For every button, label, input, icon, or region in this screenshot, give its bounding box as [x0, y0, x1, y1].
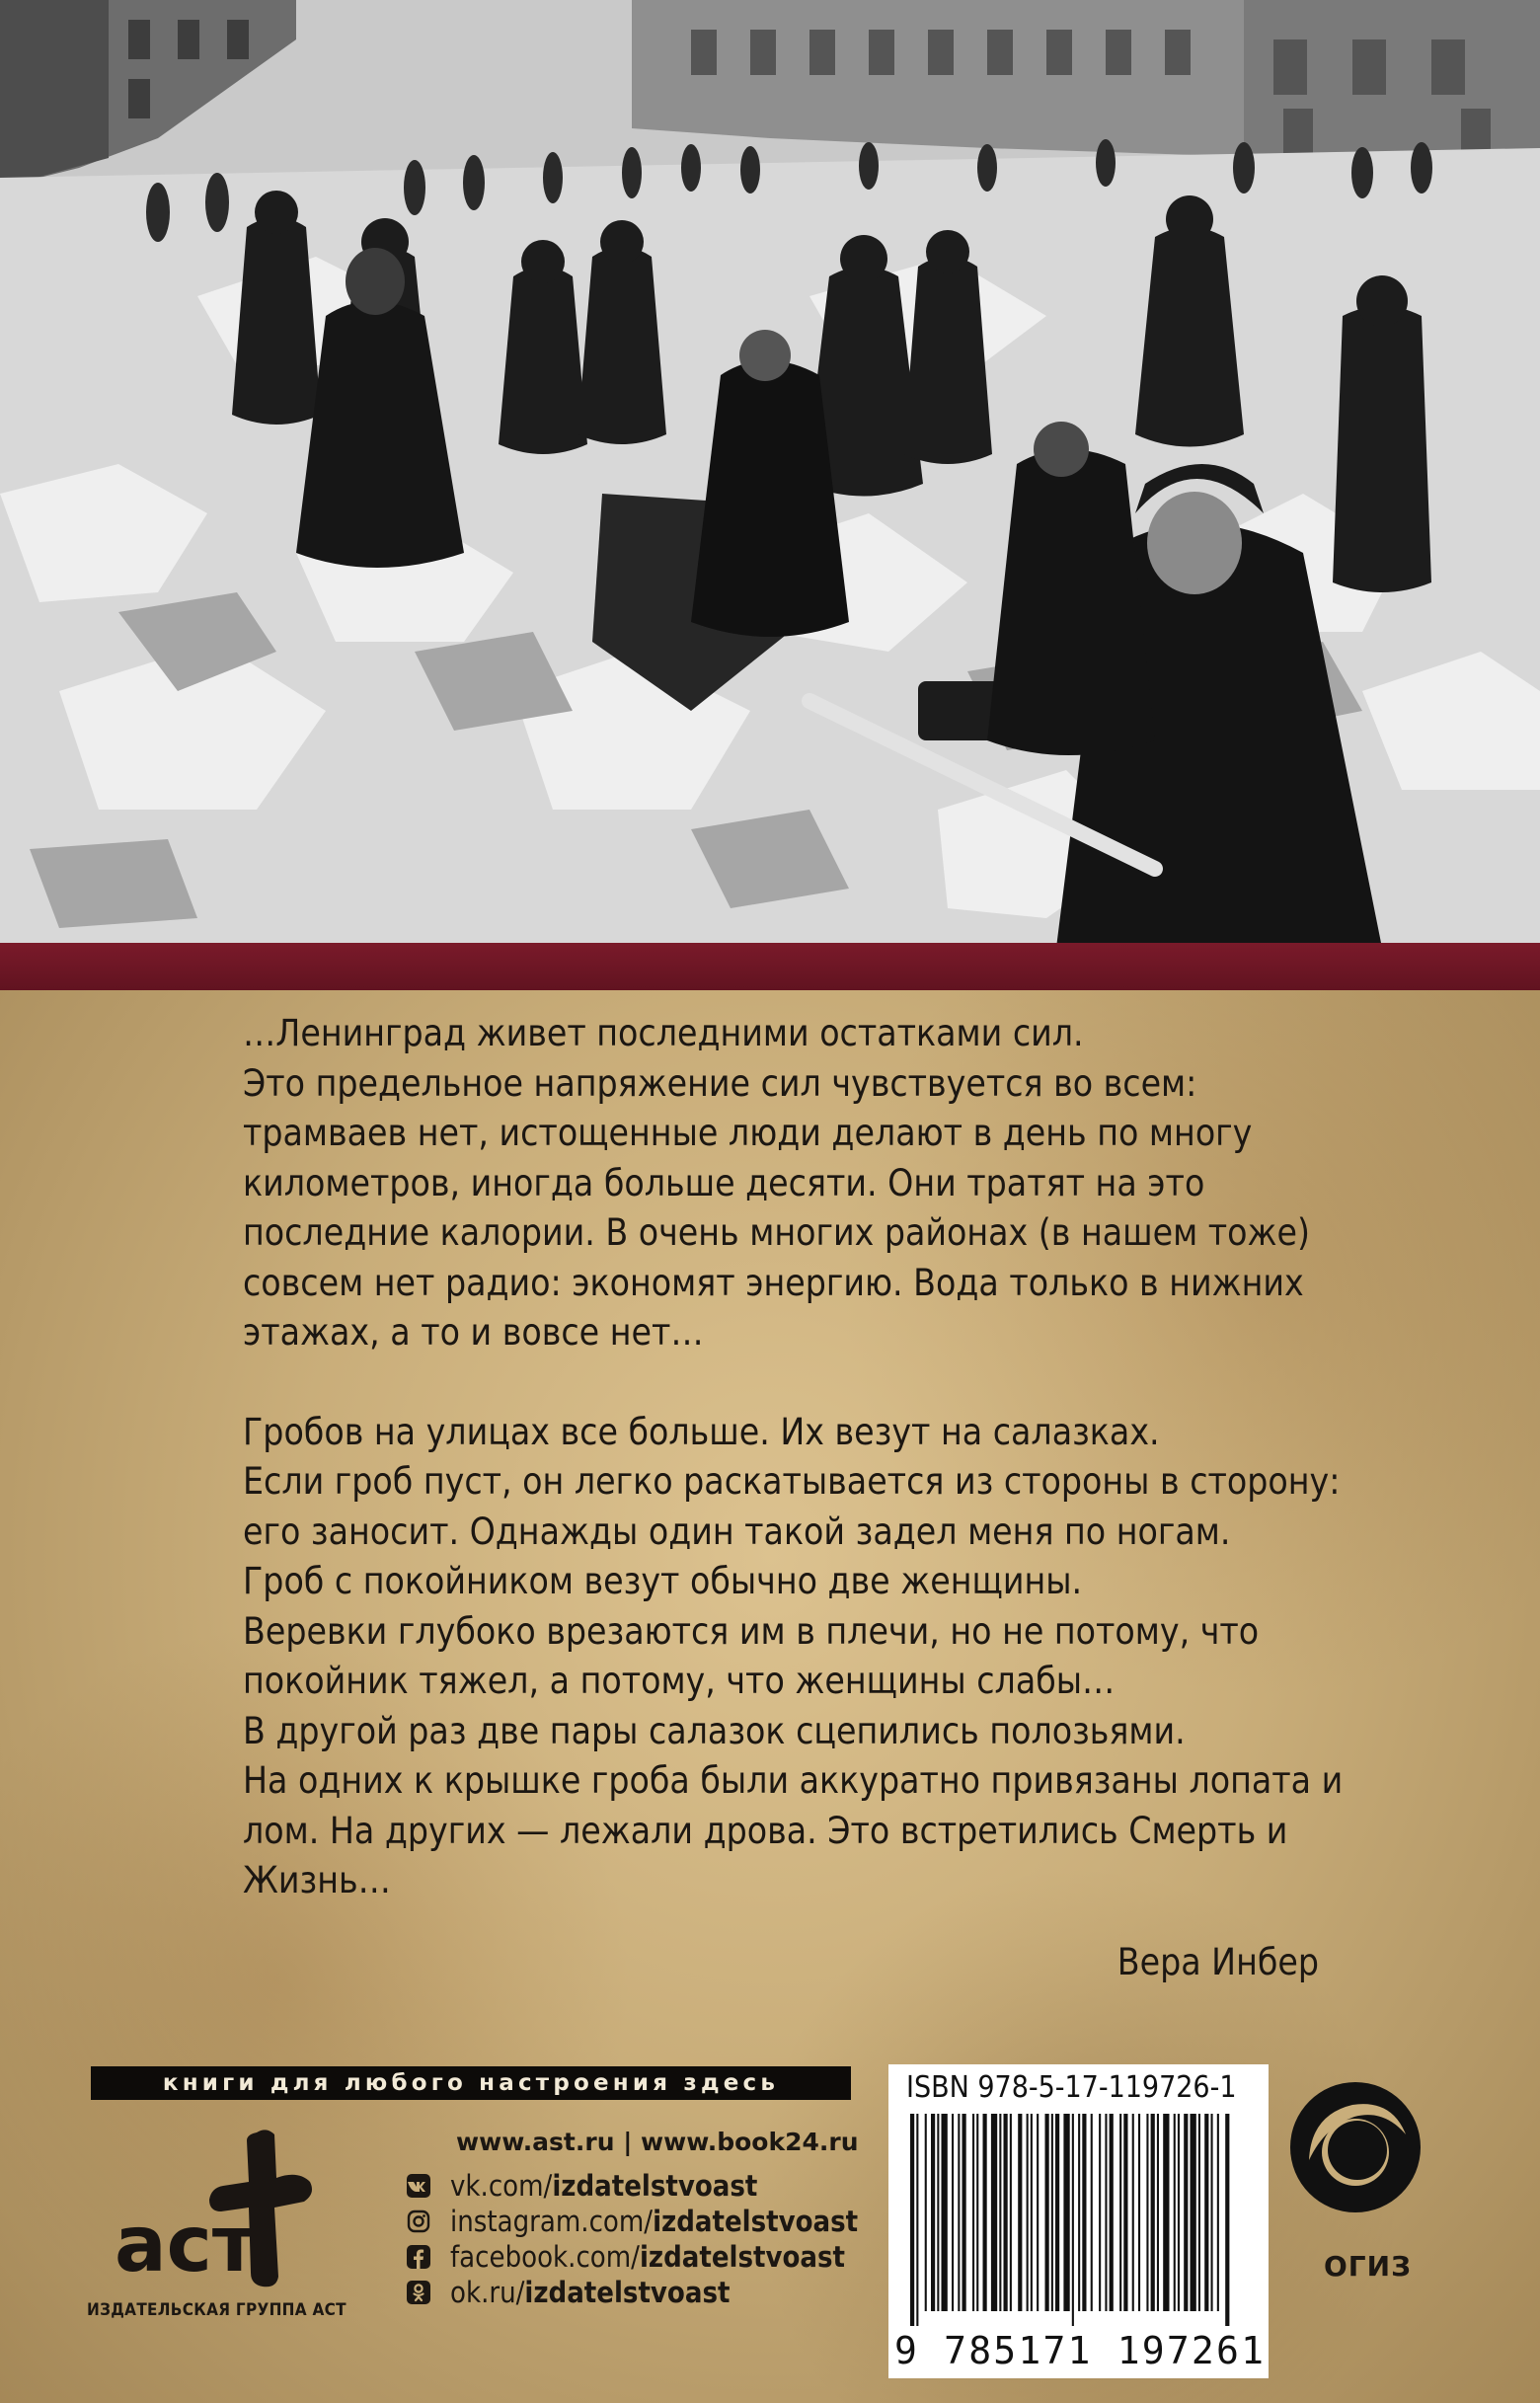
social-handle: izdatelstvoast: [552, 2169, 758, 2203]
barcode-bar: [925, 2114, 927, 2311]
barcode-bar: [1091, 2114, 1093, 2311]
barcode-bar: [1184, 2114, 1188, 2311]
quote-paragraph-1: [243, 1009, 1339, 1358]
barcode-bar: [1031, 2114, 1033, 2311]
barcode-bar: [1225, 2114, 1229, 2326]
imprint-label: ОГИЗ: [1324, 2250, 1412, 2283]
barcode-bar: [1072, 2114, 1074, 2326]
barcode-bar: [983, 2114, 987, 2311]
barcode-bar: [962, 2114, 966, 2311]
quote-line: лом. На других — лежали дрова. Это встретились Смерть и: [243, 1809, 1288, 1852]
barcode-bar: [972, 2114, 974, 2311]
social-handle: izdatelstvoast: [639, 2240, 846, 2274]
quote-line: Веревки глубоко врезаются им в плечи, но не потому, что: [243, 1609, 1260, 1653]
barcode-bar: [1110, 2114, 1114, 2311]
social-row-instagram[interactable]: [407, 2204, 858, 2239]
barcode-bar: [991, 2114, 997, 2311]
social-prefix: facebook.com/: [450, 2240, 640, 2274]
quote-line: Жизнь…: [243, 1859, 391, 1901]
barcode-bar: [1174, 2114, 1176, 2311]
barcode-bar: [958, 2114, 960, 2311]
barcode-bar: [1198, 2114, 1200, 2311]
barcode-bar: [1027, 2114, 1029, 2311]
social-row-vk[interactable]: [407, 2168, 858, 2204]
quote-line: На одних к крышке гроба были аккуратно привязаны лопата и: [243, 1759, 1344, 1802]
instagram-icon: [407, 2209, 430, 2233]
barcode-bar: [1037, 2114, 1039, 2311]
social-links: [407, 2168, 858, 2310]
barcode-bar: [937, 2114, 939, 2311]
quote-paragraph-2: [243, 1408, 1344, 1906]
quote-line: Это предельное напряжение сил чувствуется во всем:: [243, 1061, 1197, 1105]
barcode-bar: [910, 2114, 914, 2326]
barcode-bar: [1138, 2114, 1140, 2311]
barcode-bar: [999, 2114, 1001, 2311]
quote-line: Гроб с покойником везут обычно две женщины.: [243, 1560, 1083, 1602]
barcode-bar: [1178, 2114, 1180, 2311]
barcode-bar: [1119, 2114, 1121, 2311]
facebook-icon: [407, 2245, 430, 2269]
tagline-bar: книги для любого настроения здесь: [91, 2066, 851, 2100]
barcode-bar: [1132, 2114, 1134, 2311]
isbn-barcode: [888, 2064, 1269, 2378]
barcode-bar: [1055, 2114, 1059, 2311]
barcode-bar: [1211, 2114, 1213, 2311]
social-row-facebook[interactable]: [407, 2239, 858, 2275]
barcode-bar: [1191, 2114, 1196, 2311]
quote-author: Вера Инбер: [1116, 1941, 1319, 1983]
barcode-bar: [1123, 2114, 1127, 2311]
barcode-bar: [1151, 2114, 1155, 2311]
quote-line: В другой раз две пары салазок сцепились полозьями.: [243, 1709, 1186, 1752]
barcode-bar: [942, 2114, 948, 2311]
photo-scene: [0, 0, 1540, 943]
barcode-digits: 9 785171 197261: [894, 2329, 1267, 2372]
svg-text:аст: аст: [115, 2201, 258, 2289]
quote-line: последние калории. В очень многих районах (в нашем тоже): [243, 1211, 1310, 1254]
barcode-bar: [1217, 2114, 1219, 2311]
barcode-bar: [1204, 2114, 1208, 2311]
barcode-bar: [1157, 2114, 1159, 2311]
social-prefix: instagram.com/: [450, 2205, 654, 2238]
odnoklassniki-icon: [407, 2281, 430, 2304]
quote-line: …Ленинград живет последними остатками сил.: [243, 1012, 1084, 1054]
barcode-bar: [1099, 2114, 1101, 2311]
barcode-bar: [1082, 2114, 1086, 2311]
barcode-bar: [1063, 2114, 1069, 2311]
cover-photo: [0, 0, 1540, 943]
quote-text: [243, 1009, 1344, 1906]
quote-line: этажах, а то и вовсе нет…: [243, 1311, 704, 1354]
quote-line: Если гроб пуст, он легко раскатывается из стороны в сторону:: [243, 1460, 1341, 1503]
barcode-bar: [1045, 2114, 1049, 2311]
social-handle: izdatelstvoast: [524, 2276, 731, 2309]
ogiz-logo-icon: [1281, 2073, 1429, 2246]
maroon-divider-band: [0, 943, 1540, 990]
quote-line: километров, иногда больше десяти. Они тратят на это: [243, 1161, 1205, 1204]
barcode-bar: [1051, 2114, 1053, 2311]
quote-line: совсем нет радио: экономят энергию. Вода только в нижних: [243, 1261, 1304, 1304]
barcode-bar: [1018, 2114, 1022, 2311]
barcode-bar: [1163, 2114, 1169, 2311]
quote-line: его заносит. Однажды один такой задел меня по ногам.: [243, 1510, 1231, 1553]
barcode-icon: [898, 2114, 1259, 2326]
social-prefix: vk.com/: [450, 2169, 553, 2203]
isbn-label: ISBN 978-5-17-119726-1: [906, 2070, 1237, 2105]
website-links[interactable]: www.ast.ru | www.book24.ru: [456, 2128, 859, 2156]
barcode-bar: [1078, 2114, 1080, 2311]
barcode-bar: [1105, 2114, 1107, 2311]
quote-line: Гробов на улицах все больше. Их везут на салазках.: [243, 1410, 1160, 1453]
quote-line: покойник тяжел, а потому, что женщины слабы…: [243, 1660, 1116, 1702]
barcode-bar: [1004, 2114, 1008, 2311]
social-handle: izdatelstvoast: [653, 2205, 859, 2238]
barcode-bar: [976, 2114, 978, 2311]
barcode-bar: [1010, 2114, 1012, 2311]
quote-line: трамваев нет, истощенные люди делают в день по многу: [243, 1112, 1253, 1154]
barcode-bar: [952, 2114, 954, 2311]
publisher-label: ИЗДАТЕЛЬСКАЯ ГРУППА АСТ: [87, 2300, 346, 2320]
social-row-odnoklassniki[interactable]: [407, 2275, 858, 2310]
ast-logo-icon: [109, 2123, 316, 2290]
barcode-bar: [931, 2114, 935, 2311]
barcode-bar: [1146, 2114, 1148, 2311]
barcode-bar: [916, 2114, 918, 2326]
social-prefix: ok.ru/: [450, 2276, 525, 2309]
vk-icon: [407, 2174, 430, 2198]
